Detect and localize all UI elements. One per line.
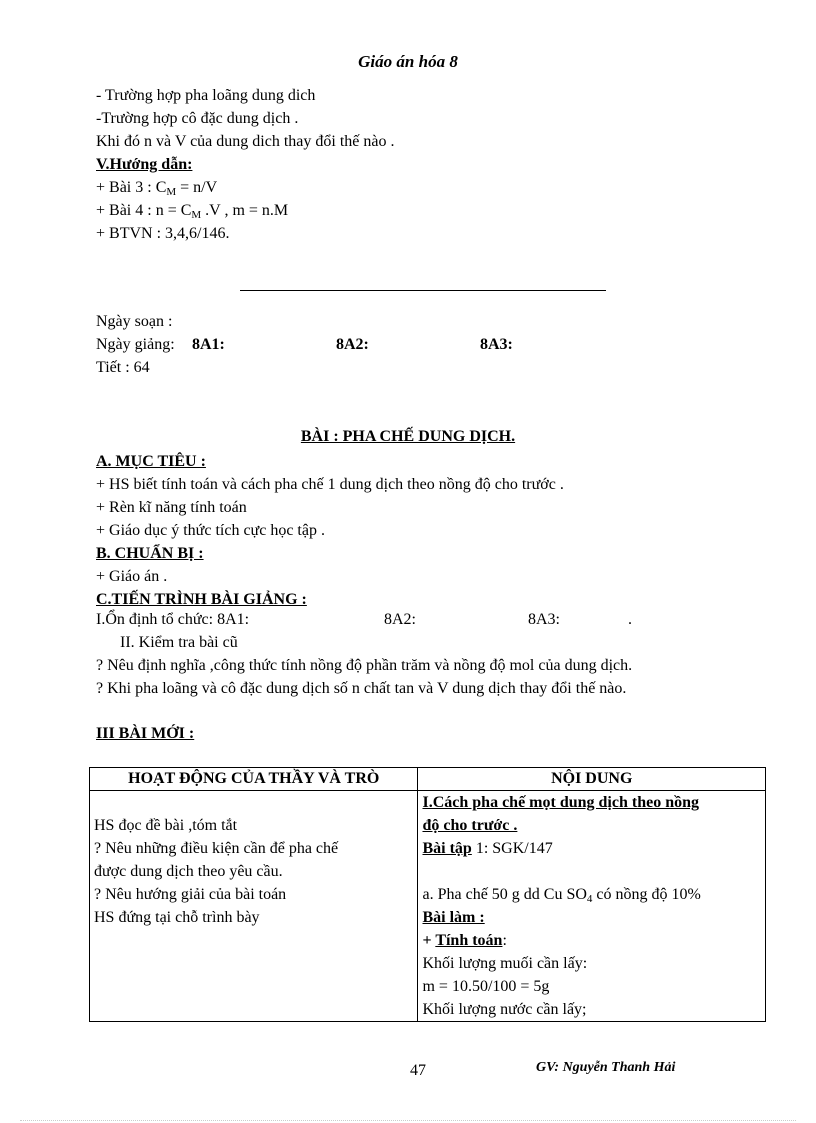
section-a-item: + Rèn kĩ năng tính toán — [96, 499, 247, 516]
activity-line: ? Nêu những điều kiện cần để pha chế — [94, 840, 339, 857]
guide-bai3: + Bài 3 : $C_M = n/V$ — [96, 179, 218, 198]
tiet: Tiết : 64 — [96, 359, 150, 376]
question-2: ? Khi pha loãng và cô đặc dung dịch số n chất tan và V dung dịch thay đổi thế nào. — [96, 680, 627, 697]
page-bottom-border — [20, 1120, 796, 1121]
section-c-heading: C.TIẾN TRÌNH BÀI GIẢNG : — [96, 591, 307, 608]
intro-line: -Trường hợp cô đặc dung dịch . — [96, 110, 299, 127]
teacher-signature: GV: Nguyễn Thanh Hải — [536, 1060, 676, 1075]
content-heading: I.Cách pha chế mọt dung dịch theo nồng — [422, 794, 699, 811]
section-a-item: + HS biết tính toán và cách pha chế 1 dung dịch theo nồng độ cho trước . — [96, 476, 564, 493]
lesson-table — [89, 767, 766, 1022]
content-heading-cont: độ cho trước . — [422, 817, 518, 834]
exercise-a: a. Pha chế 50 g dd Cu $SO_4$ có nồng độ 10% — [422, 886, 701, 905]
ngay-giang: Ngày giảng: — [96, 336, 175, 353]
section-iii-heading: III BÀI MỚI : — [96, 725, 195, 742]
tinh-toan: + Tính toán: — [422, 932, 507, 949]
on-dinh-to-chuc: I.Ổn định tổ chức: 8A1: — [96, 611, 250, 628]
class-8a3: 8A3: — [480, 336, 513, 353]
content-line: Khối lượng muối cần lấy: — [422, 955, 588, 972]
class-8a3-checkin: 8A3: — [528, 611, 560, 628]
page-header: Giáo án hóa 8 — [358, 52, 458, 71]
col-header-content: NỘI DUNG — [418, 768, 766, 791]
intro-line: - Trường hợp pha loãng dung dich — [96, 87, 316, 104]
ngay-soan: Ngày soạn : — [96, 313, 173, 330]
activities-cell — [90, 791, 418, 1022]
intro-block — [96, 84, 394, 245]
activity-line: được dung dịch theo yêu cầu. — [94, 863, 283, 880]
bai-lam-heading: Bài làm : — [422, 909, 485, 926]
activity-line: ? Nêu hướng giải của bài toán — [94, 886, 287, 903]
class-8a1: 8A1: — [192, 336, 225, 353]
section-b-item: + Giáo án . — [96, 568, 168, 585]
class-8a2-checkin: 8A2: — [384, 611, 416, 628]
content-line: m = 10.50/100 = 5g — [422, 978, 550, 995]
content-line: Khối lượng nước cần lấy; — [422, 1001, 587, 1018]
exercise-ref: Bài tập 1: SGK/147 — [422, 840, 553, 857]
guide-btvn: + BTVN : 3,4,6/146. — [96, 225, 230, 242]
guide-bai4: + Bài 4 : $n = C_M$ .V , m = n.M — [96, 202, 289, 221]
col-header-activities: HOẠT ĐỘNG CỦA THẦY VÀ TRÒ — [90, 768, 418, 791]
content-cell — [418, 791, 766, 1022]
activity-line: HS đọc đề bài ,tóm tắt — [94, 817, 238, 834]
activity-line: HS đứng tại chỗ trình bày — [94, 909, 260, 926]
question-1: ? Nêu định nghĩa ,công thức tính nồng độ phần trăm và nồng độ mol của dung dịch. — [96, 657, 633, 674]
section-b-heading: B. CHUẨN BỊ : — [96, 545, 204, 562]
sections-block — [96, 450, 564, 611]
page-number: 47 — [410, 1062, 426, 1079]
section-a-item: + Giáo dục ý thức tích cực học tập . — [96, 522, 325, 539]
separator-line — [240, 290, 606, 291]
section-a-heading: A. MỤC TIÊU : — [96, 453, 206, 470]
intro-line: Khi đó n và V của dung dich thay đổi thế nào . — [96, 133, 395, 150]
lesson-title: BÀI : PHA CHẾ DUNG DỊCH. — [300, 428, 516, 445]
class-8a2: 8A2: — [336, 336, 369, 353]
kiem-tra-bai-cu: II. Kiểm tra bài cũ — [120, 634, 238, 651]
trailing-dot: . — [628, 611, 632, 628]
guide-heading: V.Hướng dẫn: — [96, 156, 193, 173]
